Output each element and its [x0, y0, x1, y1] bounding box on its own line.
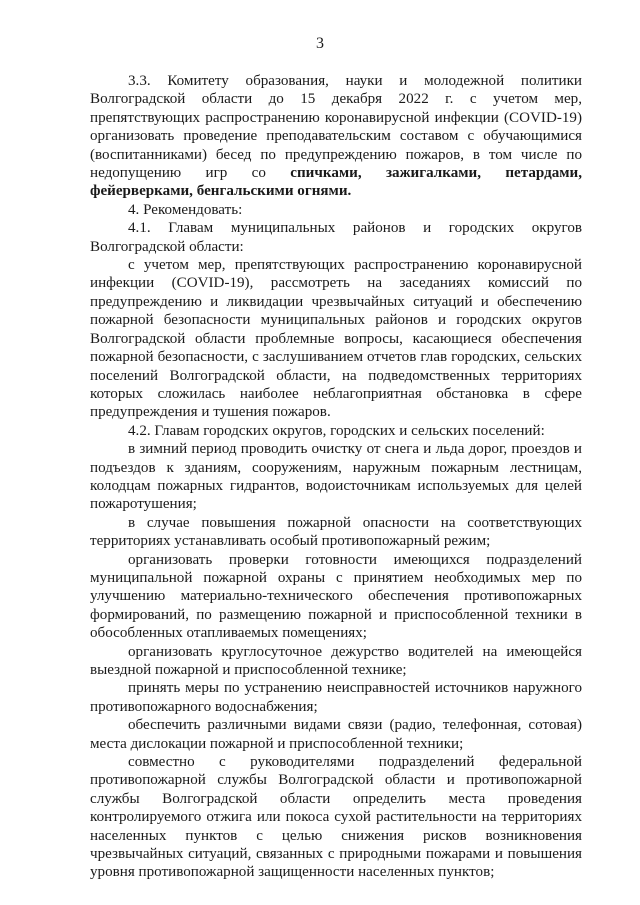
paragraph-4: 4. Рекомендовать: — [128, 201, 243, 218]
page-number: 3 — [316, 35, 324, 52]
paragraph-4-2-snow-clearing: в зимний период проводить очистку от снега и льда дорог, проездов и подъездов к зданиям, сооружениям, наружным пожарным лестницам, колодцам пожарных гидрантов, водоисточникам используемых для целей пожаротушения; — [90, 441, 582, 513]
paragraph-4-2-fire-regime: в случае повышения пожарной опасности на соответствующих территориях устанавливать особый противопожарный режим; — [90, 514, 582, 550]
paragraph-4-2-readiness-checks: организовать проверки готовности имеющихся подразделений муниципальной пожарной охраны с принятием необходимых мер по улучшению материально-технического обеспечения противопожарных формирований, по размещению пожарной и приспособленной техники в обособленных отапливаемых помещениях; — [90, 551, 582, 642]
paragraph-4-2-water-supply: принять меры по устранению неисправностей источников наружного противопожарного водоснабжения; — [90, 680, 582, 715]
document-body — [90, 72, 582, 882]
paragraph-4-1-covid-commissions: с учетом мер, препятствующих распространению коронавирусной инфекции (COVID-19), рассмотреть на заседаниях комиссий по предупреждению и ликвидации чрезвычайных ситуаций и обеспечению пожарной безопасности муниципальных районов и городских округов Волгоградской области проблемные вопросы, касающиеся обеспечения пожарной безопасности, с заслушиванием отчетов глав городских, сельских поселений Волгоградской области, на подведомственных территориях которых сложилась наиболее неблагоприятная обстановка в сфере предупреждения и тушения пожаров. — [90, 257, 582, 421]
paragraph-4-2-controlled-burning: совместно с руководителями подразделений федеральной противопожарной службы Волгоградской области и противопожарной службы Волгоградской области определить места проведения контролируемого отжига или покоса сухой растительности на территориях населенных пунктов с целью снижения рисков возникновения чрезвычайных ситуаций, связанных с природными пожарами и повышения уровня противопожарной защищенности населенных пунктов; — [90, 754, 582, 881]
paragraph-3-3-text: 3.3. Комитету образования, науки и молодежной политики Волгоградской области до 15 декабря 2022 г. с учетом мер, препятствующих распространению коронавирусной инфекции (COVID-19) организовать проведение преподавательским составом с обучающимися (воспитанниками) бесед по предупреждению пожаров, в том числе по недопущению игр со — [90, 73, 582, 182]
paragraph-4-1: 4.1. Главам муниципальных районов и городских округов Волгоградской области: — [90, 220, 582, 255]
paragraph-4-2: 4.2. Главам городских округов, городских и сельских поселений: — [128, 422, 545, 439]
paragraph-4-2-communications: обеспечить различными видами связи (радио, телефонная, сотовая) места дислокации пожарной и приспособленной техники; — [90, 717, 582, 752]
paragraph-4-2-driver-duty: организовать круглосуточное дежурство водителей на имеющейся выездной пожарной и приспособленной технике; — [90, 643, 582, 678]
paragraph-3-3 — [90, 72, 582, 201]
paragraph-3-3-bold-text: спичками, зажигалками, петардами, фейерверками, бенгальскими огнями. — [90, 165, 582, 200]
